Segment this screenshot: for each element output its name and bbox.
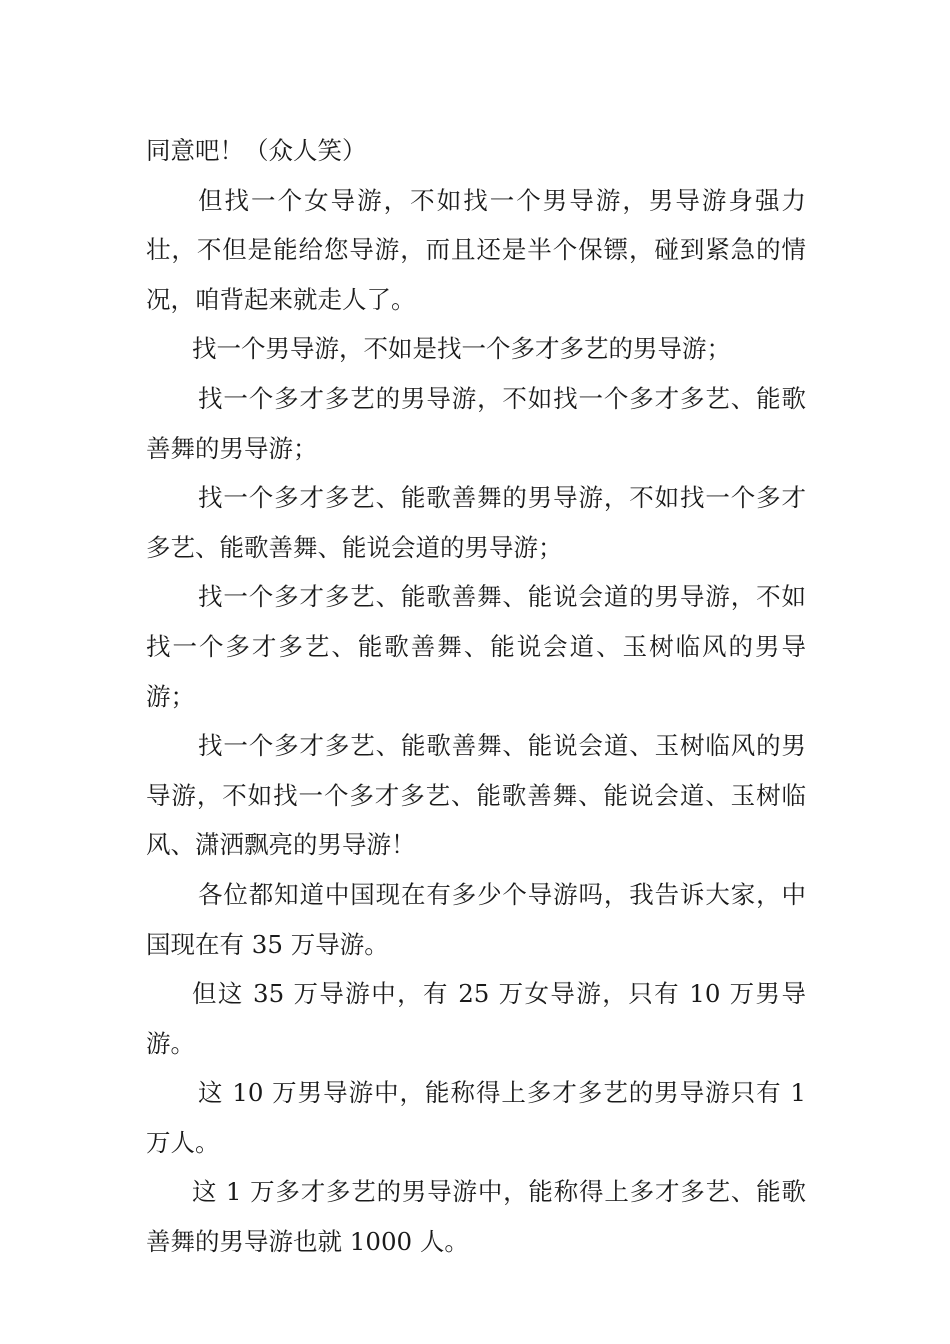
paragraph-7: 找一个多才多艺、能歌善舞、能说会道、玉树临风的男导游，不如找一个多才多艺、能歌善舞、能说会道、玉树临风、潇洒飘亮的男导游！: [146, 731, 806, 860]
paragraph-1: 同意吧！（众人笑）: [146, 136, 367, 165]
document-body: [146, 126, 806, 1267]
paragraph-4: 找一个多才多艺的男导游，不如找一个多才多艺、能歌善舞的男导游；: [146, 383, 806, 463]
paragraph-8: 各位都知道中国现在有多少个导游吗，我告诉大家，中国现在有 35 万导游。: [146, 879, 806, 959]
paragraph-2: 但找一个女导游，不如找一个男导游，男导游身强力壮，不但是能给您导游，而且还是半个保镖，碰到紧急的情况，咱背起来就走人了。: [146, 185, 806, 314]
paragraph-6: 找一个多才多艺、能歌善舞、能说会道的男导游，不如找一个多才多艺、能歌善舞、能说会道、玉树临风的男导游；: [146, 582, 806, 711]
paragraph-5: 找一个多才多艺、能歌善舞的男导游，不如找一个多才多艺、能歌善舞、能说会道的男导游；: [146, 483, 806, 562]
paragraph-11: 这 1 万多才多艺的男导游中，能称得上多才多艺、能歌善舞的男导游也就 1000 人。: [146, 1177, 806, 1257]
paragraph-3: 找一个男导游，不如是找一个多才多艺的男导游；: [192, 334, 731, 364]
paragraph-10: 这 10 万男导游中，能称得上多才多艺的男导游只有 1 万人。: [146, 1078, 806, 1157]
paragraph-9: 但这 35 万导游中，有 25 万女导游，只有 10 万男导游。: [146, 979, 806, 1058]
